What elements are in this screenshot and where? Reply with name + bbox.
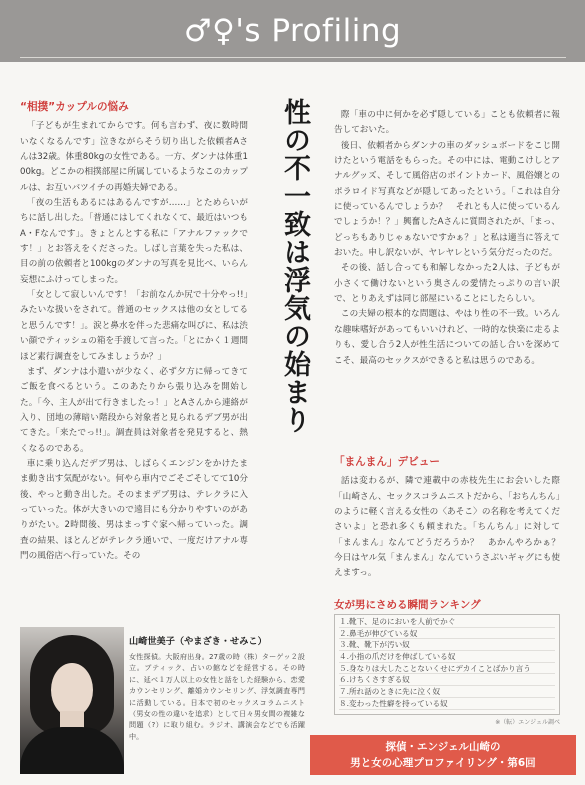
author-photo [20,627,124,774]
header-divider [20,57,566,58]
photo-face [51,663,93,717]
right-paragraph-5: 話は変わるが、隣で連載中の赤枝先生にお会いした際「山崎さん、セックスコラムニストだから、「おちんちん」のように軽く言える女性の〈あそこ〉の名称を考えてくださいよ」と恐れ多くも頼まれた。「ちんちん」に対して「まんまん」なんてどうだろうか？ あかんやろかぁ？ 今日はヤル気「まんまん」なんていうさぶいギャグにも使えますっ。 [334,476,569,579]
ranking-title: 女が男にさめる瞬間ランキング [334,599,481,611]
author-bio: 女性探偵。大阪府出身。27歳の時（株）ターゲッ２設立。ブティック、占いの館などを経営する。その時に、延べ１万人以上の女性と話をした経験から、恋愛カウンセリング、離婚カウンセリング、浮気調査専門に活動している。日本で初のセックスコラムニスト（男女の性の違いを追求）として日々男女間の複雑な問題（?）に取り組む。ラジオ、講演会などでも活躍中。 [129,652,305,741]
ranking-item: ７.所れ話のときに先に泣く奴 [339,686,555,698]
vertical-headline: 性の不一致は浮気の始まり [279,98,310,434]
page-title: ♂♀'s Profiling [183,13,402,49]
right-paragraph-4: この夫婦の根本的な問題は、やはり性の不一致。いろんな趣味嗜好があってもいいけれど、一時的な快楽に走るよりも、愛し合う2人が性生活についての話し合いを深めてこそ、最高のセックスができると私は思うのである。 [334,309,560,366]
left-article-column [20,100,248,564]
right-paragraph-1: 際「車の中に何かを必ず隠している」ことも依頼者に報告しておいた。 [334,110,560,136]
banner-line-1: 探偵・エンジェル山崎の [385,741,501,753]
page-header [0,0,585,62]
photo-coat [20,727,124,774]
right-article-column-2 [334,455,569,582]
right-paragraph-2: 後日、依頼者からダンナの車のダッシュボードをこじ開けたという電話をもらった。その中には、電動こけしとアナルグッズ、そして風俗店のポイントカード、風俗嬢とのポラロイド写真などが隠してあったという。「これは自分に使っているんでしょうか？ それとも人に使っているんでしょうか！？」興奮したAさんに質問されたが、「まっ、どっちもありじゃぁないですかぁ？」と私は適当に答えておいた。申し訳ないが、ヤレヤレという気分だったのだ。 [334,140,560,259]
ranking-box [334,597,560,726]
author-profile [129,633,305,742]
ranking-item: ８.変わった性癖を持っている奴 [339,698,555,710]
banner-line-2: 男と女の心理プロファイリング・第6回 [350,757,536,769]
left-paragraph-5: 車に乗り込んだデブ男は、しばらくエンジンをかけたまま動き出す気配がない。何やら車内でごそごそしてて10分後、やっと動き出した。そのままデブ男は、テレクラに入っていった。体が大きいので遠目にも分かりやすいのがありがたい。2時間後、男はまっすぐ家へ帰っていった。調査の結果、ほとんどがテレクラ通いで、一度だけアナル専門の風俗店へ行っていた。その [20,458,248,561]
ranking-caption: ※（転）エンジェル調べ [495,718,560,726]
left-paragraph-3: 「女として寂しいんです！「お前なんか尻で十分やっ!!」みたいな扱いをされて。普通のセックスは他の女としてると思うんです！」。涙と鼻水を伴った悲痛な叫びに、私は渋い顔でティッシュの箱を手渡して言った。「とにかく１週間ほど素行調査をしてみましょうか？」 [20,290,248,362]
left-section-title: “相撲”カップルの悩み [20,101,129,113]
ranking-item: ５.身なりは大したことないくせにデカイことばかり言う [339,663,555,675]
ranking-item: ３.靴、靴下が汚い奴 [339,639,555,651]
ranking-list [334,614,560,715]
left-paragraph-2: 「夜の生活もあるにはあるんですが……」とためらいがちに話し出した。「普通にはしてくれなくて、最近はいつもA・Fなんです」。きょとんとする私に「アナルファックです！」とお答えをくださった。しばし言葉を失った私は、目の前の依頼者と100kgのダンナの写真を見比べ、いらん妄想にふけってしまった。 [20,198,248,285]
author-name: 山崎世美子（やまざき・せみこ） [129,636,267,647]
series-banner [310,735,576,775]
ranking-item: １.靴下、足のにおいを人前でかぐ [339,616,555,628]
right-article-column [334,108,560,369]
ranking-item: ４.小指の爪だけを伸ばしている奴 [339,651,555,663]
left-paragraph-4: まず、ダンナは小遣いが少なく、必ず夕方に帰ってきてご飯を食べるという。このあたりから張り込みを開始した。「今、主人が出て行きましたっ！」とAさんから連絡が入り、団地の薄暗い階段から対象者と見られるデブ男が出てきた。「来たでっ!!」。調査員は対象者を発見すると、熱くなるのである。 [20,366,248,454]
right-paragraph-3: その後、話し合っても和解しなかった2人は、子どもが小さくて働けないという奥さんの愛情たっぷりの言い訳で、とりあえずは同じ部屋にいることにしたらしい。 [334,263,560,305]
left-paragraph-1: 「子どもが生まれてからです。何も言わず、夜に数時間いなくなるんです」泣きながらそう切り出した依頼者Aさんは32歳。体重80kgの女性である。一方、ダンナは体重100kg。どこかの相撲部屋に所属しているようなこのカップルは、お互いバツイチの再婚夫婦である。 [20,121,248,193]
ranking-item: ２.鼻毛が伸びている奴 [339,628,555,640]
right-section-title: 「まんまん」デビュー [334,456,440,468]
ranking-item: ６.けちくさすぎる奴 [339,674,555,686]
